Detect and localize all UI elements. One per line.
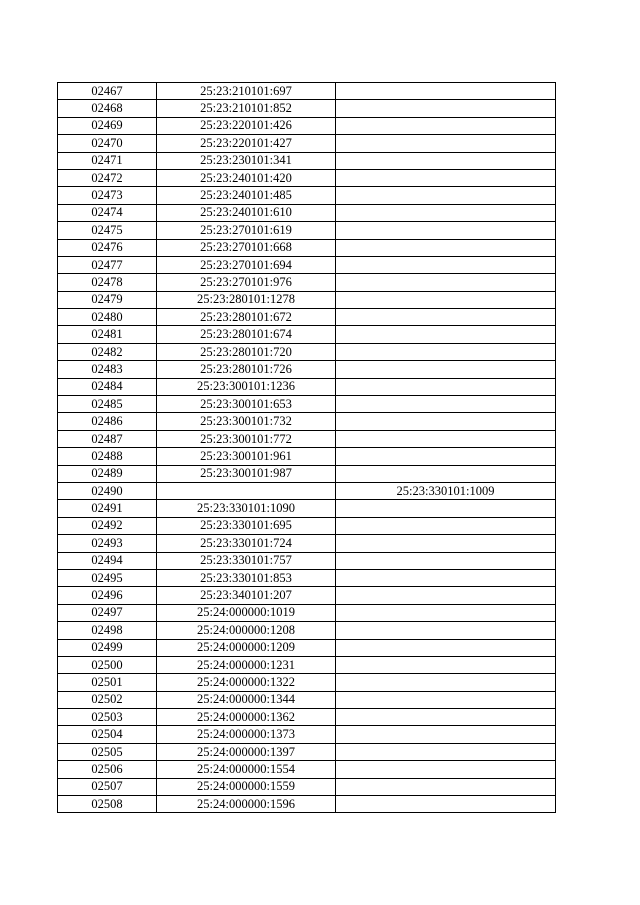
cadastral-number-cell: 25:23:270101:668 <box>157 239 336 256</box>
row-number-cell: 02467 <box>58 83 157 100</box>
row-number-cell: 02499 <box>58 639 157 656</box>
table-row <box>58 778 556 795</box>
note-cell <box>336 778 556 795</box>
row-number-cell: 02487 <box>58 430 157 447</box>
note-cell <box>336 639 556 656</box>
note-cell <box>336 396 556 413</box>
row-number-cell: 02470 <box>58 135 157 152</box>
table-row <box>58 691 556 708</box>
cadastral-number-cell: 25:23:220101:427 <box>157 135 336 152</box>
table-row <box>58 256 556 273</box>
cadastral-number-cell: 25:24:000000:1322 <box>157 674 336 691</box>
table-row <box>58 430 556 447</box>
note-cell <box>336 674 556 691</box>
row-number-cell: 02496 <box>58 587 157 604</box>
table-row <box>58 204 556 221</box>
note-cell <box>336 622 556 639</box>
note-cell <box>336 656 556 673</box>
row-number-cell: 02485 <box>58 396 157 413</box>
note-cell <box>336 535 556 552</box>
cadastral-number-cell <box>157 482 336 499</box>
note-cell <box>336 761 556 778</box>
cadastral-number-cell: 25:24:000000:1596 <box>157 796 336 813</box>
row-number-cell: 02468 <box>58 100 157 117</box>
row-number-cell: 02483 <box>58 361 157 378</box>
row-number-cell: 02505 <box>58 743 157 760</box>
cadastral-number-cell: 25:23:240101:485 <box>157 187 336 204</box>
table-row <box>58 639 556 656</box>
table-row <box>58 552 556 569</box>
note-cell <box>336 309 556 326</box>
note-cell <box>336 239 556 256</box>
note-cell <box>336 378 556 395</box>
table-row <box>58 239 556 256</box>
row-number-cell: 02479 <box>58 291 157 308</box>
table-row <box>58 465 556 482</box>
note-cell <box>336 743 556 760</box>
row-number-cell: 02472 <box>58 169 157 186</box>
cadastral-number-cell: 25:23:240101:420 <box>157 169 336 186</box>
row-number-cell: 02495 <box>58 569 157 586</box>
table-row <box>58 413 556 430</box>
cadastral-number-cell: 25:24:000000:1344 <box>157 691 336 708</box>
note-cell <box>336 552 556 569</box>
note-cell <box>336 222 556 239</box>
row-number-cell: 02473 <box>58 187 157 204</box>
row-number-cell: 02488 <box>58 448 157 465</box>
row-number-cell: 02482 <box>58 343 157 360</box>
note-cell <box>336 326 556 343</box>
note-cell <box>336 204 556 221</box>
cadastral-number-cell: 25:23:340101:207 <box>157 587 336 604</box>
cadastral-number-cell: 25:24:000000:1362 <box>157 709 336 726</box>
row-number-cell: 02491 <box>58 500 157 517</box>
table-row <box>58 656 556 673</box>
table-row <box>58 622 556 639</box>
cadastral-number-cell: 25:24:000000:1231 <box>157 656 336 673</box>
row-number-cell: 02486 <box>58 413 157 430</box>
row-number-cell: 02480 <box>58 309 157 326</box>
table-row <box>58 309 556 326</box>
table-row <box>58 482 556 499</box>
row-number-cell: 02475 <box>58 222 157 239</box>
cadastral-number-cell: 25:23:300101:772 <box>157 430 336 447</box>
row-number-cell: 02490 <box>58 482 157 499</box>
cadastral-table <box>57 82 556 813</box>
note-cell <box>336 691 556 708</box>
cadastral-number-cell: 25:23:220101:426 <box>157 117 336 134</box>
cadastral-number-cell: 25:24:000000:1208 <box>157 622 336 639</box>
row-number-cell: 02494 <box>58 552 157 569</box>
cadastral-number-cell: 25:23:280101:672 <box>157 309 336 326</box>
cadastral-number-cell: 25:23:210101:852 <box>157 100 336 117</box>
table-row <box>58 169 556 186</box>
cadastral-number-cell: 25:23:330101:724 <box>157 535 336 552</box>
note-cell <box>336 187 556 204</box>
table-row <box>58 587 556 604</box>
note-cell <box>336 100 556 117</box>
table-row <box>58 709 556 726</box>
cadastral-number-cell: 25:23:330101:695 <box>157 517 336 534</box>
table-row <box>58 604 556 621</box>
row-number-cell: 02478 <box>58 274 157 291</box>
cadastral-number-cell: 25:24:000000:1559 <box>157 778 336 795</box>
row-number-cell: 02481 <box>58 326 157 343</box>
cadastral-number-cell: 25:23:300101:653 <box>157 396 336 413</box>
cadastral-number-cell: 25:23:280101:726 <box>157 361 336 378</box>
note-cell <box>336 343 556 360</box>
cadastral-number-cell: 25:23:300101:961 <box>157 448 336 465</box>
note-cell <box>336 465 556 482</box>
note-cell <box>336 604 556 621</box>
note-cell <box>336 709 556 726</box>
row-number-cell: 02504 <box>58 726 157 743</box>
note-cell: 25:23:330101:1009 <box>336 482 556 499</box>
note-cell <box>336 587 556 604</box>
table-row <box>58 500 556 517</box>
note-cell <box>336 274 556 291</box>
row-number-cell: 02502 <box>58 691 157 708</box>
row-number-cell: 02469 <box>58 117 157 134</box>
note-cell <box>336 117 556 134</box>
table-row <box>58 343 556 360</box>
note-cell <box>336 517 556 534</box>
note-cell <box>336 169 556 186</box>
row-number-cell: 02474 <box>58 204 157 221</box>
note-cell <box>336 256 556 273</box>
table-row <box>58 361 556 378</box>
cadastral-number-cell: 25:24:000000:1554 <box>157 761 336 778</box>
row-number-cell: 02489 <box>58 465 157 482</box>
row-number-cell: 02506 <box>58 761 157 778</box>
note-cell <box>336 430 556 447</box>
row-number-cell: 02476 <box>58 239 157 256</box>
row-number-cell: 02477 <box>58 256 157 273</box>
table-row <box>58 396 556 413</box>
cadastral-number-cell: 25:23:240101:610 <box>157 204 336 221</box>
cadastral-number-cell: 25:23:280101:1278 <box>157 291 336 308</box>
cadastral-number-cell: 25:23:330101:853 <box>157 569 336 586</box>
note-cell <box>336 152 556 169</box>
cadastral-number-cell: 25:23:280101:674 <box>157 326 336 343</box>
cadastral-number-cell: 25:23:270101:619 <box>157 222 336 239</box>
table-row <box>58 517 556 534</box>
note-cell <box>336 291 556 308</box>
cadastral-number-cell: 25:23:300101:732 <box>157 413 336 430</box>
table-row <box>58 187 556 204</box>
table-row <box>58 117 556 134</box>
note-cell <box>336 569 556 586</box>
table-row <box>58 291 556 308</box>
table-row <box>58 761 556 778</box>
cadastral-number-cell: 25:24:000000:1019 <box>157 604 336 621</box>
table-row <box>58 378 556 395</box>
row-number-cell: 02498 <box>58 622 157 639</box>
cadastral-number-cell: 25:23:330101:757 <box>157 552 336 569</box>
row-number-cell: 02471 <box>58 152 157 169</box>
cadastral-number-cell: 25:23:280101:720 <box>157 343 336 360</box>
cadastral-number-cell: 25:24:000000:1397 <box>157 743 336 760</box>
cadastral-number-cell: 25:24:000000:1209 <box>157 639 336 656</box>
note-cell <box>336 361 556 378</box>
row-number-cell: 02507 <box>58 778 157 795</box>
cadastral-number-cell: 25:23:330101:1090 <box>157 500 336 517</box>
row-number-cell: 02492 <box>58 517 157 534</box>
note-cell <box>336 448 556 465</box>
cadastral-number-cell: 25:23:230101:341 <box>157 152 336 169</box>
note-cell <box>336 83 556 100</box>
row-number-cell: 02493 <box>58 535 157 552</box>
table-row <box>58 135 556 152</box>
cadastral-number-cell: 25:23:270101:694 <box>157 256 336 273</box>
table-row <box>58 152 556 169</box>
note-cell <box>336 135 556 152</box>
row-number-cell: 02508 <box>58 796 157 813</box>
cadastral-number-cell: 25:24:000000:1373 <box>157 726 336 743</box>
note-cell <box>336 413 556 430</box>
note-cell <box>336 500 556 517</box>
table-body <box>58 83 556 813</box>
table-row <box>58 100 556 117</box>
note-cell <box>336 796 556 813</box>
row-number-cell: 02503 <box>58 709 157 726</box>
table-row <box>58 222 556 239</box>
table-row <box>58 83 556 100</box>
cadastral-number-cell: 25:23:300101:987 <box>157 465 336 482</box>
row-number-cell: 02500 <box>58 656 157 673</box>
note-cell <box>336 726 556 743</box>
table-row <box>58 535 556 552</box>
cadastral-number-cell: 25:23:210101:697 <box>157 83 336 100</box>
cadastral-number-cell: 25:23:300101:1236 <box>157 378 336 395</box>
cadastral-number-cell: 25:23:270101:976 <box>157 274 336 291</box>
table-row <box>58 796 556 813</box>
table-row <box>58 743 556 760</box>
row-number-cell: 02501 <box>58 674 157 691</box>
table-row <box>58 448 556 465</box>
table-row <box>58 274 556 291</box>
table-row <box>58 674 556 691</box>
row-number-cell: 02497 <box>58 604 157 621</box>
table-row <box>58 326 556 343</box>
table-row <box>58 569 556 586</box>
row-number-cell: 02484 <box>58 378 157 395</box>
table-row <box>58 726 556 743</box>
